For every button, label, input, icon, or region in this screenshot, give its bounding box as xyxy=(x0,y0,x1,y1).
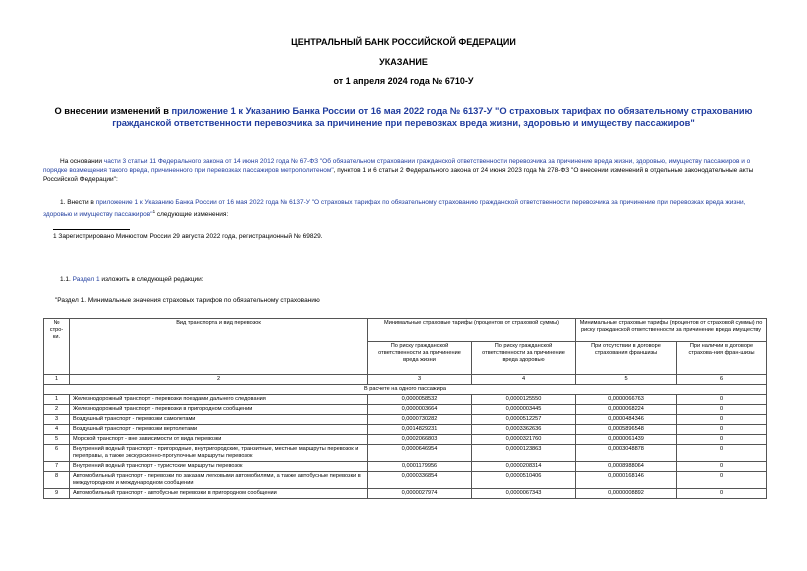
transport-kind: Воздушный транспорт - перевозки самолетами xyxy=(70,415,368,425)
table-row xyxy=(44,405,767,415)
row-number: 7 xyxy=(44,462,70,472)
franchise-tariff: 0 xyxy=(677,462,767,472)
preamble-link-law[interactable]: части 3 статьи 11 Федерального закона от 14 июня 2012 года № 67-ФЗ "Об обязательном страховании гражданской ответственности перевозчика за причинение вреда жизни, здоровью, имуществу пассажиров и о порядке возмещения такого вреда, причиненного при перевозках пассажиров метрополитеном" xyxy=(43,158,751,174)
health-tariff: 0,0000321760 xyxy=(472,435,576,445)
transport-kind: Внутренний водный транспорт - туристские маршруты перевозок xyxy=(70,462,368,472)
life-tariff: 0,0000058532 xyxy=(368,395,472,405)
health-tariff: 0,0000208314 xyxy=(472,462,576,472)
header-life-risk: По риску гражданской ответственности за причинение вреда жизни xyxy=(368,342,472,375)
transport-kind: Воздушный транспорт - перевозки вертолетами xyxy=(70,425,368,435)
row-number: 3 xyxy=(44,415,70,425)
franchise-tariff: 0 xyxy=(677,489,767,499)
clause-1-start: 1. Внести в xyxy=(60,199,96,206)
health-tariff: 0,0000125550 xyxy=(472,395,576,405)
property-tariff: 0,0000066763 xyxy=(576,395,677,405)
section-1-link[interactable]: Раздел 1 xyxy=(72,276,100,283)
table-row xyxy=(44,395,767,405)
life-tariff: 0,0014829231 xyxy=(368,425,472,435)
franchise-tariff: 0 xyxy=(677,472,767,489)
franchise-tariff: 0 xyxy=(677,445,767,462)
table-row xyxy=(44,462,767,472)
life-tariff: 0,0000336854 xyxy=(368,472,472,489)
life-tariff: 0,0000003664 xyxy=(368,405,472,415)
header-min-tariffs: Минимальные страховые тарифы (процентов от страховой суммы) xyxy=(368,319,576,342)
property-tariff: 0,0000068224 xyxy=(576,405,677,415)
transport-kind: Железнодорожный транспорт - перевозки в пригородном сообщении xyxy=(70,405,368,415)
col-number: 2 xyxy=(70,375,368,385)
col-number: 5 xyxy=(576,375,677,385)
footnote-divider xyxy=(53,229,130,230)
health-tariff: 0,0000123863 xyxy=(472,445,576,462)
life-tariff: 0,0000027974 xyxy=(368,489,472,499)
transport-kind: Морской транспорт - вне зависимости от вида перевозки xyxy=(70,435,368,445)
transport-kind: Автомобильный транспорт - перевозки по заказам легковыми автомобилями, а также автобусные перевозки в междугородном и международном сообщении xyxy=(70,472,368,489)
health-tariff: 0,0000510406 xyxy=(472,472,576,489)
clause-1-end: следующие изменения: xyxy=(155,211,229,219)
row-number: 2 xyxy=(44,405,70,415)
preamble-start: На основании xyxy=(60,158,104,165)
transport-kind: Железнодорожный транспорт - перевозки поездами дальнего следования xyxy=(70,395,368,405)
footnote-ref[interactable]: 1 xyxy=(152,209,156,214)
org-name: ЦЕНТРАЛЬНЫЙ БАНК РОССИЙСКОЙ ФЕДЕРАЦИИ xyxy=(291,37,516,47)
clause-1-1-start: 1.1. xyxy=(60,276,73,283)
row-number: 1 xyxy=(44,395,70,405)
doc-date: от 1 апреля 2024 года № 6710-У xyxy=(333,76,474,86)
tariffs-table xyxy=(43,318,767,499)
title-link[interactable]: приложение 1 к Указанию Банка России от 16 мая 2022 года № 6137-У "О страховых тарифах по обязательному страхованию гражданской ответственности перевозчика за причинение при перевозках вреда жизни, здоровью и имуществу пассажиров" xyxy=(112,106,753,128)
property-tariff: 0,0000061439 xyxy=(576,435,677,445)
column-numbers-row xyxy=(44,375,767,385)
section-row-label: В расчете на одного пассажира xyxy=(44,385,767,395)
transport-kind: Автомобильный транспорт - автобусные перевозки в пригородном сообщении xyxy=(70,489,368,499)
header-row-number: № стро-ки. xyxy=(44,319,70,375)
section-title: "Раздел 1. Минимальные значения страховых тарифов по обязательному страхованию xyxy=(55,297,320,304)
clause-1-1 xyxy=(60,276,204,283)
doc-type: УКАЗАНИЕ xyxy=(379,57,428,67)
clause-1-link[interactable]: приложение 1 к Указанию Банка России от 16 мая 2022 года № 6137-У "О страховых тарифах по обязательному страхованию гражданской ответственности перевозчика за причинение при перевозках вреда жизни, здоровью и имуществу пассажиров" xyxy=(43,199,746,219)
life-tariff: 0,0001179956 xyxy=(368,462,472,472)
title-prefix: О внесении изменений в xyxy=(54,106,172,116)
property-tariff: 0,0000484346 xyxy=(576,415,677,425)
footnote: 1 Зарегистрировано Минюстом России 29 августа 2022 года, регистрационный № 69829. xyxy=(53,233,323,240)
franchise-tariff: 0 xyxy=(677,415,767,425)
row-number: 5 xyxy=(44,435,70,445)
header-health-risk: По риску гражданской ответственности за причинение вреда здоровью xyxy=(472,342,576,375)
header-property-tariffs: Минимальные страховые тарифы (процентов от страховой суммы) по риску гражданской ответственности за причинение вреда имуществу xyxy=(576,319,767,342)
preamble xyxy=(43,157,767,184)
property-tariff: 0,0003048878 xyxy=(576,445,677,462)
health-tariff: 0,0003362636 xyxy=(472,425,576,435)
col-number: 1 xyxy=(44,375,70,385)
franchise-tariff: 0 xyxy=(677,425,767,435)
life-tariff: 0,0002066803 xyxy=(368,435,472,445)
table-row xyxy=(44,425,767,435)
life-tariff: 0,0000730282 xyxy=(368,415,472,425)
property-tariff: 0,0000008892 xyxy=(576,489,677,499)
health-tariff: 0,0000512257 xyxy=(472,415,576,425)
col-number: 6 xyxy=(677,375,767,385)
row-number: 6 xyxy=(44,445,70,462)
col-number: 3 xyxy=(368,375,472,385)
header-no-franchise: При отсутствии в договоре страхования франшизы xyxy=(576,342,677,375)
table-row xyxy=(44,435,767,445)
header-with-franchise: При наличии в договоре страхова-ния фран-шизы xyxy=(677,342,767,375)
header-transport-kind: Вид транспорта и вид перевозок xyxy=(70,319,368,375)
table-row xyxy=(44,489,767,499)
franchise-tariff: 0 xyxy=(677,405,767,415)
life-tariff: 0,0000646954 xyxy=(368,445,472,462)
property-tariff: 0,0005896548 xyxy=(576,425,677,435)
property-tariff: 0,0000168146 xyxy=(576,472,677,489)
section-row xyxy=(44,385,767,395)
clause-1-1-end: изложить в следующей редакции: xyxy=(99,276,204,283)
table-row xyxy=(44,445,767,462)
health-tariff: 0,0000003445 xyxy=(472,405,576,415)
clause-1 xyxy=(43,198,767,219)
transport-kind: Внутренний водный транспорт - пригородные, внутригородские, транзитные, местные маршруты перевозок и переправы, а также экскурсионно-прогулочные маршруты перевозок xyxy=(70,445,368,462)
table-row xyxy=(44,472,767,489)
col-number: 4 xyxy=(472,375,576,385)
document-title xyxy=(28,106,779,129)
row-number: 9 xyxy=(44,489,70,499)
franchise-tariff: 0 xyxy=(677,435,767,445)
health-tariff: 0,0000067343 xyxy=(472,489,576,499)
row-number: 4 xyxy=(44,425,70,435)
table-row xyxy=(44,415,767,425)
preamble-mid: , пунктов 1 и 6 статьи 2 Федерального закона от 24 июня 2023 года № 278-ФЗ "О внесении изменений в отдельные законодательные акты Российской Федерации": xyxy=(43,167,754,183)
property-tariff: 0,0008988064 xyxy=(576,462,677,472)
franchise-tariff: 0 xyxy=(677,395,767,405)
row-number: 8 xyxy=(44,472,70,489)
